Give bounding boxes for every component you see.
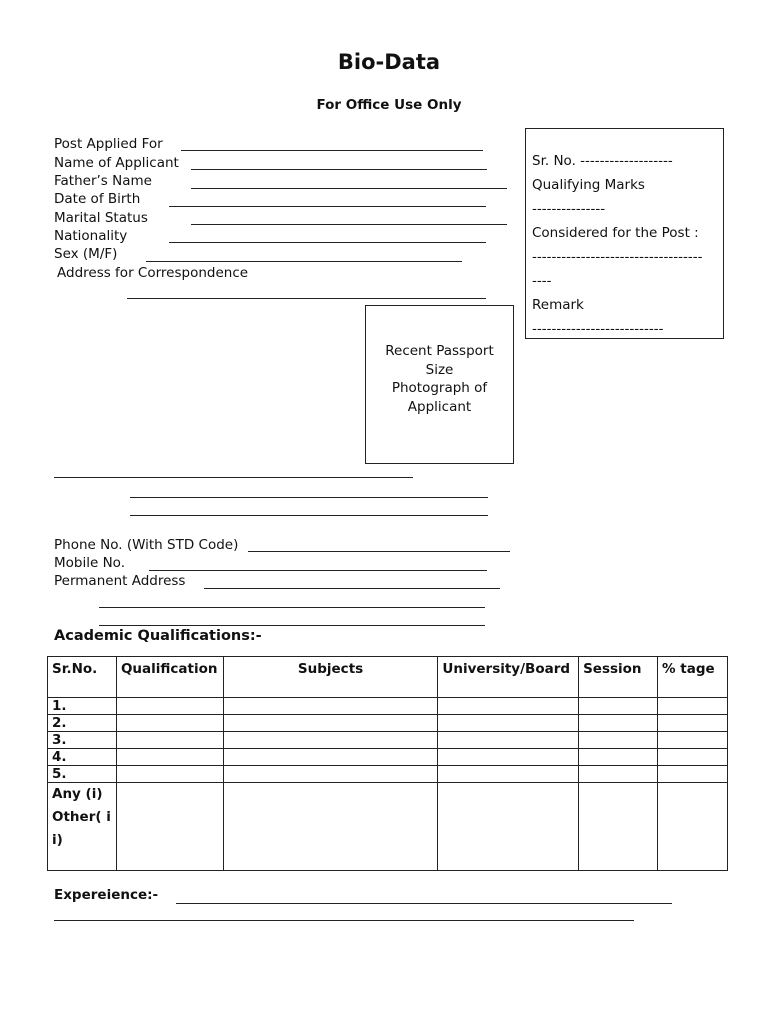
row-number: 3. [48, 732, 117, 749]
table-cell[interactable] [658, 783, 728, 871]
table-cell[interactable] [579, 749, 658, 766]
dob-line[interactable] [169, 206, 486, 207]
table-cell[interactable] [438, 715, 579, 732]
col-percentage: % tage [658, 657, 728, 698]
table-cell[interactable] [116, 715, 223, 732]
table-header-row [48, 657, 728, 698]
table-cell[interactable] [223, 698, 438, 715]
table-cell[interactable] [223, 732, 438, 749]
post-applied-label: Post Applied For [54, 136, 163, 152]
permanent-address-label: Permanent Address [54, 573, 186, 589]
col-session: Session [579, 657, 658, 698]
table-cell[interactable] [116, 732, 223, 749]
marital-status-label: Marital Status [54, 210, 148, 226]
considered-dashes-1: ----------------------------------- [532, 249, 703, 265]
nationality-label: Nationality [54, 228, 128, 244]
office-use-label: For Office Use Only [316, 97, 462, 113]
sex-label: Sex (M/F) [54, 246, 118, 262]
photo-line-1: Recent Passport [385, 343, 494, 359]
row-number: 4. [48, 749, 117, 766]
row-other-label: Any (i) Other( ii) [48, 783, 117, 871]
address-line-1[interactable] [127, 298, 486, 299]
dob-label: Date of Birth [54, 191, 141, 207]
table-cell[interactable] [223, 766, 438, 783]
post-applied-line[interactable] [181, 150, 483, 151]
table-cell[interactable] [579, 783, 658, 871]
table-cell[interactable] [116, 783, 223, 871]
marital-status-line[interactable] [191, 224, 507, 225]
photo-box[interactable] [365, 305, 514, 464]
father-name-label: Father’s Name [54, 173, 152, 189]
permanent-address-line-2[interactable] [99, 607, 485, 608]
considered-dashes-2: ---- [532, 273, 552, 289]
table-cell[interactable] [658, 698, 728, 715]
photo-line-2: Size [425, 361, 454, 378]
table-row [48, 732, 728, 749]
table-cell[interactable] [116, 766, 223, 783]
address-line-4[interactable] [130, 515, 488, 516]
table-cell[interactable] [223, 715, 438, 732]
phone-line[interactable] [248, 551, 510, 552]
photo-line-4: Applicant [407, 398, 472, 415]
remark-dashes: --------------------------- [532, 321, 664, 337]
experience-label: Expereience:- [54, 887, 159, 903]
col-sr-no: Sr.No. [48, 657, 117, 698]
table-cell[interactable] [579, 766, 658, 783]
address-line-2[interactable] [54, 477, 413, 478]
photo-instructions [366, 342, 513, 416]
sr-no-field: Sr. No. ------------------- [532, 153, 673, 169]
experience-line-2[interactable] [54, 920, 634, 921]
address-correspondence-label: Address for Correspondence [57, 265, 249, 281]
col-qualification: Qualification [116, 657, 223, 698]
mobile-line[interactable] [149, 570, 487, 571]
table-cell[interactable] [658, 715, 728, 732]
row-number: 1. [48, 698, 117, 715]
mobile-label: Mobile No. [54, 555, 125, 571]
table-cell[interactable] [116, 749, 223, 766]
address-line-3[interactable] [130, 497, 488, 498]
applicant-name-label: Name of Applicant [54, 155, 179, 171]
table-row-other [48, 783, 728, 871]
col-subjects: Subjects [223, 657, 438, 698]
table-cell[interactable] [658, 732, 728, 749]
remark-label: Remark [532, 297, 584, 313]
table-cell[interactable] [438, 698, 579, 715]
table-cell[interactable] [579, 732, 658, 749]
table-cell[interactable] [438, 732, 579, 749]
nationality-line[interactable] [169, 242, 486, 243]
table-cell[interactable] [579, 715, 658, 732]
academic-table [47, 656, 728, 871]
table-cell[interactable] [223, 783, 438, 871]
permanent-address-line-3[interactable] [99, 625, 485, 626]
table-cell[interactable] [438, 783, 579, 871]
table-row [48, 715, 728, 732]
applicant-name-line[interactable] [191, 169, 487, 170]
considered-label: Considered for the Post : [532, 225, 699, 241]
table-cell[interactable] [438, 766, 579, 783]
table-cell[interactable] [223, 749, 438, 766]
qualifying-marks-label: Qualifying Marks [532, 177, 645, 193]
table-cell[interactable] [116, 698, 223, 715]
experience-line-1[interactable] [176, 903, 672, 904]
table-cell[interactable] [438, 749, 579, 766]
table-cell[interactable] [579, 698, 658, 715]
permanent-address-line-1[interactable] [204, 588, 500, 589]
father-name-line[interactable] [191, 188, 507, 189]
table-cell[interactable] [658, 766, 728, 783]
row-number: 2. [48, 715, 117, 732]
table-cell[interactable] [658, 749, 728, 766]
academic-heading: Academic Qualifications:- [54, 628, 262, 644]
page-title: Bio-Data [337, 50, 441, 74]
qualifying-marks-dashes: --------------- [532, 201, 606, 217]
table-row [48, 698, 728, 715]
sex-line[interactable] [146, 261, 462, 262]
photo-line-3: Photograph of [391, 380, 488, 396]
table-row [48, 749, 728, 766]
table-row [48, 766, 728, 783]
col-university: University/Board [438, 657, 579, 698]
office-use-box [525, 128, 724, 339]
phone-label: Phone No. (With STD Code) [54, 537, 239, 553]
row-number: 5. [48, 766, 117, 783]
